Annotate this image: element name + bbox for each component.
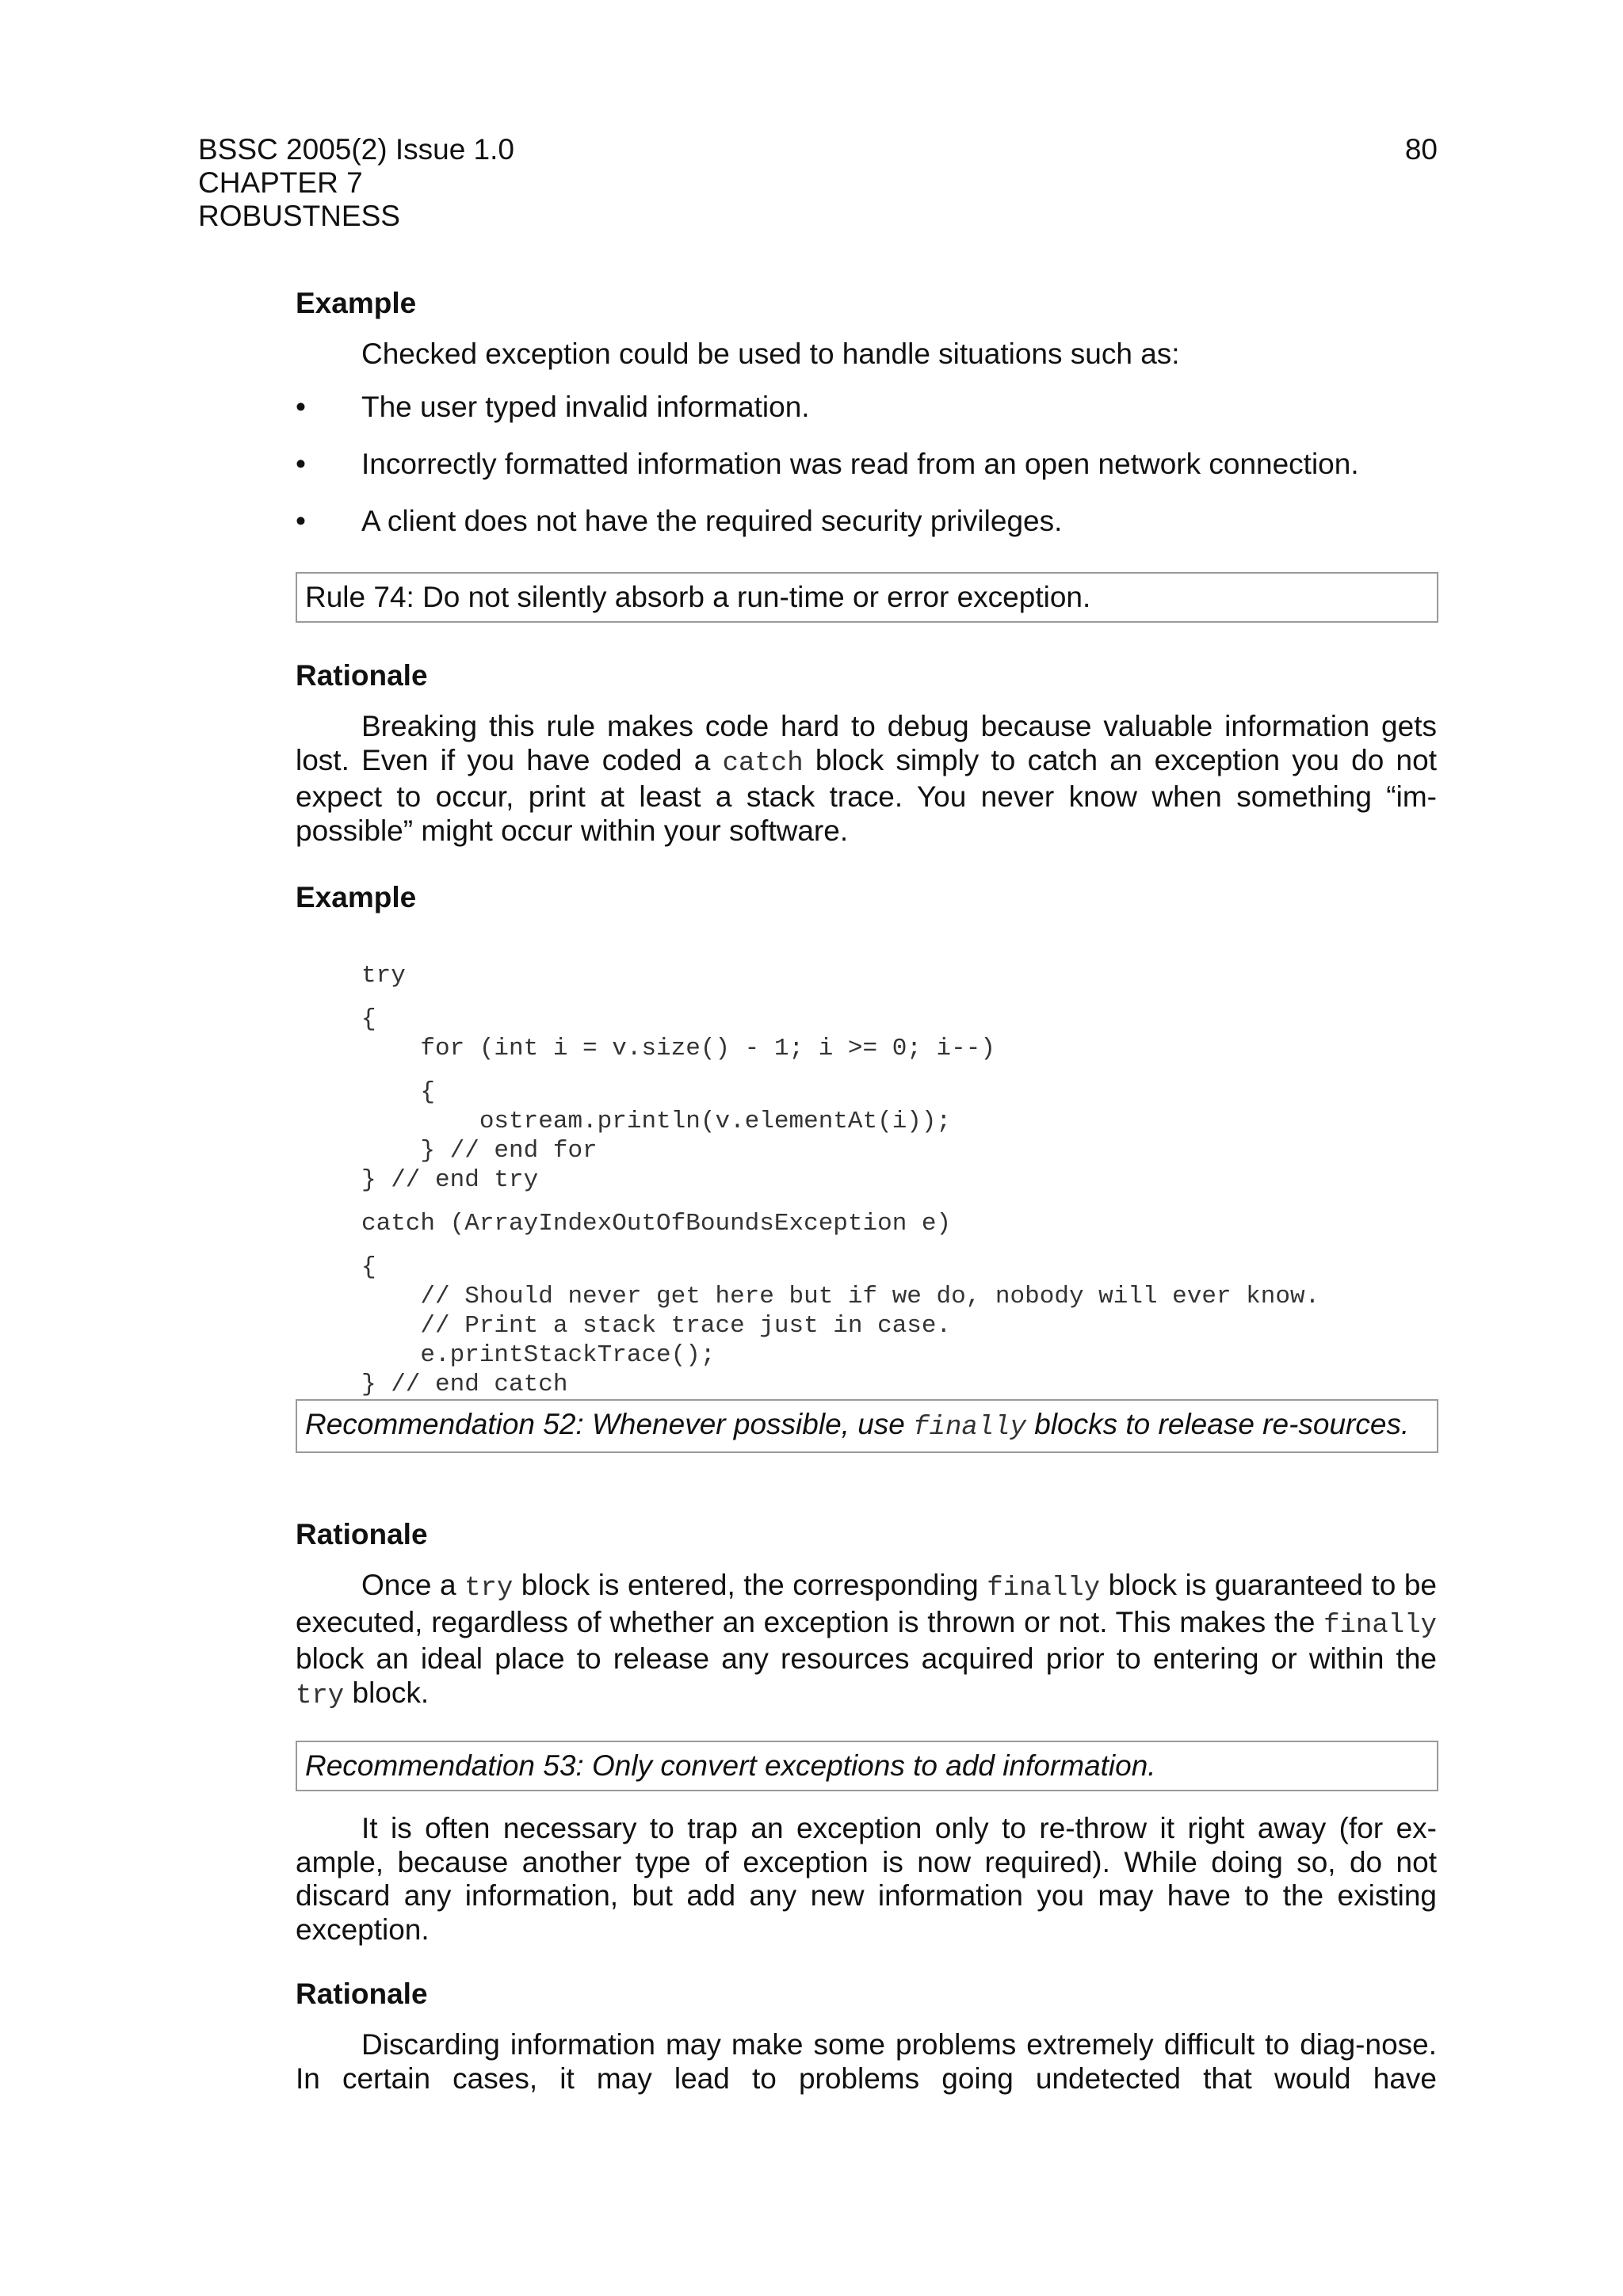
code-line: {	[361, 1078, 436, 1106]
rule-74-box	[296, 572, 1438, 623]
recommendation-53-text: Recommendation 53: Only convert exceptions to add information.	[305, 1749, 1156, 1782]
chapter-label: CHAPTER 7	[198, 166, 363, 199]
rationale-heading-1: Rationale	[296, 659, 428, 692]
inline-code-finally: finally	[987, 1573, 1101, 1604]
inline-code-finally: finally	[1323, 1610, 1437, 1641]
example-intro: Checked exception could be used to handle situations such as:	[361, 338, 1180, 370]
recommendation-53-box	[296, 1741, 1438, 1791]
rule-74-text: Rule 74: Do not silently absorb a run-time or error exception.	[305, 581, 1091, 613]
recommendation-52-box	[296, 1399, 1438, 1453]
running-header	[198, 133, 514, 233]
code-line: {	[361, 1253, 376, 1281]
code-line: e.printStackTrace();	[361, 1341, 716, 1369]
code-line: } // end for	[361, 1137, 598, 1165]
bullet-icon: •	[296, 448, 306, 480]
example-heading-2: Example	[296, 881, 417, 913]
rationale-paragraph-3: Discarding information may make some problems extremely difficult to diag-nose. In certain cases, it may lead to problems going undetected that would have	[296, 2028, 1437, 2095]
code-line: catch (ArrayIndexOutOfBoundsException e)	[361, 1210, 952, 1238]
recommendation-53-paragraph: It is often necessary to trap an exception only to re-throw it right away (for ex-ample, because another type of exception is now required). While doing so, do not discard any information, but add any new information you may have to the existing exception.	[296, 1812, 1437, 1946]
text-run: block simply to catch an exception you do not expect to occur, print at least a stack trace. You never know when something “im-possible” might occur within your software.	[296, 743, 1437, 847]
inline-code-catch: catch	[722, 748, 804, 779]
list-item-text: The user typed invalid information.	[361, 391, 810, 423]
code-block	[361, 932, 1319, 1428]
code-line: } // end try	[361, 1166, 539, 1194]
text-run: Once a	[361, 1569, 465, 1601]
list-item-text: A client does not have the required security privileges.	[361, 505, 1063, 537]
text-run: block.	[344, 1676, 430, 1709]
inline-code-finally: finally	[913, 1413, 1026, 1443]
text-run: blocks to release re-sources.	[1025, 1408, 1410, 1440]
page-number: 80	[1404, 133, 1438, 166]
code-line: for (int i = v.size() - 1; i >= 0; i--)	[361, 1035, 995, 1062]
bullet-icon: •	[296, 505, 306, 537]
code-line: try	[361, 962, 406, 990]
code-line: {	[361, 1005, 376, 1033]
section-label: ROBUSTNESS	[198, 200, 400, 232]
inline-code-try: try	[464, 1573, 514, 1604]
inline-code-try: try	[296, 1680, 345, 1711]
text-run: block is guaranteed to be executed, regardless of whether an exception is thrown or not. This makes the	[296, 1569, 1437, 1638]
code-line: ostream.println(v.elementAt(i));	[361, 1108, 952, 1135]
document-id: BSSC 2005(2) Issue 1.0	[198, 133, 514, 166]
rationale-heading-2: Rationale	[296, 1518, 428, 1550]
example-heading-1: Example	[296, 287, 417, 319]
text-run: block is entered, the corresponding	[513, 1569, 987, 1601]
text-run: Recommendation 52: Whenever possible, use	[305, 1408, 914, 1440]
code-line: } // end catch	[361, 1371, 568, 1398]
rationale-paragraph-2	[296, 1569, 1437, 1713]
rationale-heading-3: Rationale	[296, 1978, 428, 2010]
code-line: // Should never get here but if we do, nobody will ever know.	[361, 1283, 1320, 1310]
text-run: Breaking this rule makes code hard to debug because valuable information gets lost. Even if you have coded a	[296, 710, 1437, 776]
text-run: block an ideal place to release any resources acquired prior to entering or within the	[296, 1642, 1437, 1675]
code-line: // Print a stack trace just in case.	[361, 1312, 952, 1340]
rationale-paragraph-1	[296, 710, 1437, 848]
list-item-text: Incorrectly formatted information was read from an open network connection.	[361, 448, 1359, 480]
bullet-icon: •	[296, 391, 306, 423]
